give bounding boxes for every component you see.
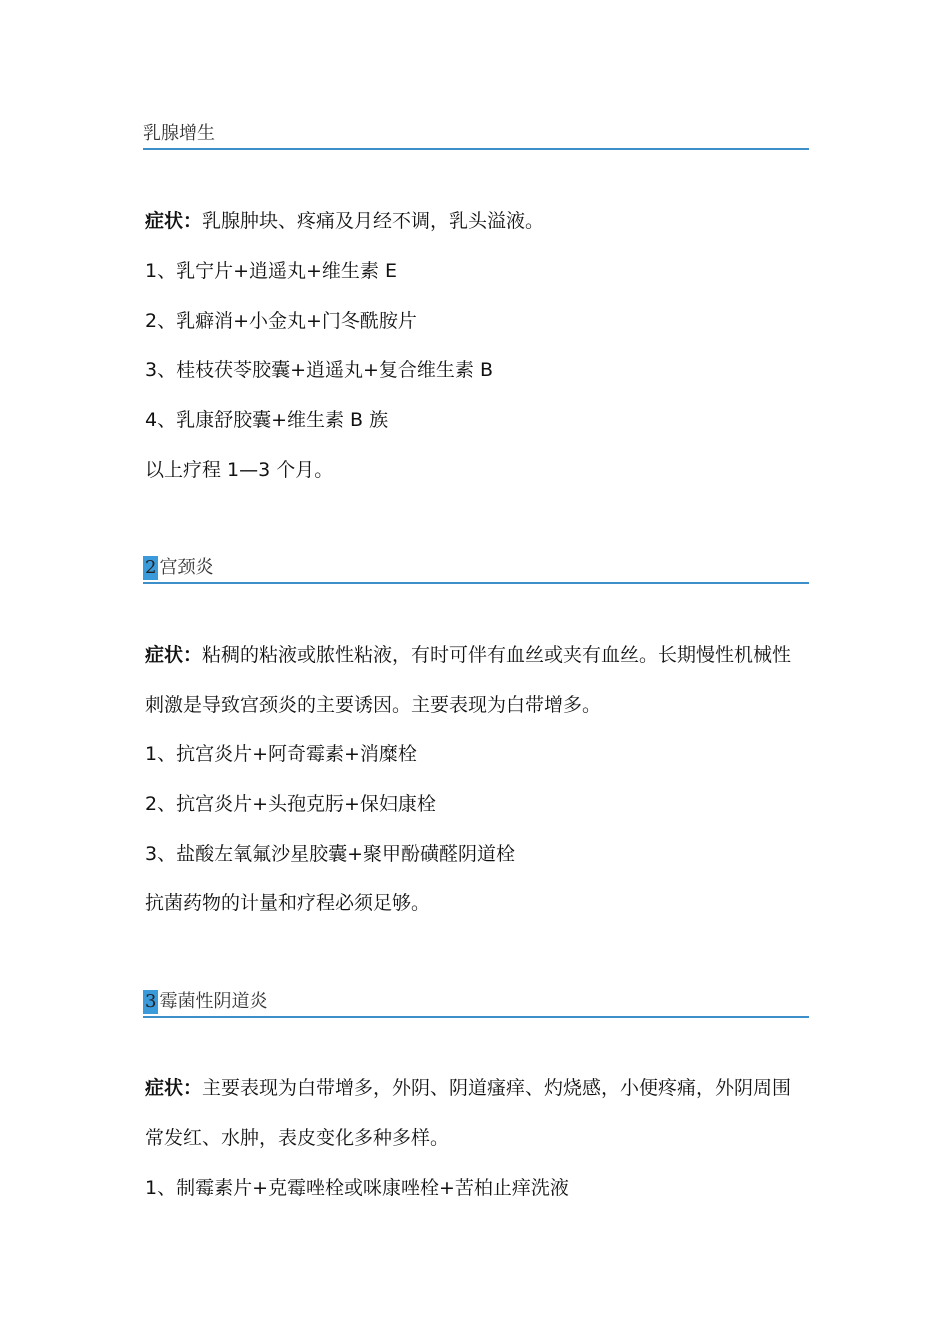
symptom-text: 主要表现为白带增多，外阴、阴道瘙痒、灼烧感，小便疼痛，外阴周围常发红、水肿，表皮变化多种多样。 [145, 1077, 792, 1149]
symptom-label: 症状： [145, 644, 203, 666]
symptom-paragraph [145, 1063, 809, 1163]
symptom-label: 症状： [145, 210, 203, 232]
section-heading-2 [143, 556, 809, 584]
symptom-paragraph [145, 196, 809, 246]
list-item: 3、桂枝茯苓胶囊+逍遥丸+复合维生素 B [145, 359, 494, 381]
section-number: 3 [145, 991, 157, 1012]
section-title: 宫颈炎 [159, 557, 214, 578]
section-note: 以上疗程 1—3 个月。 [145, 459, 334, 481]
symptom-paragraph [145, 630, 809, 730]
list-item: 2、抗宫炎片+头孢克肟+保妇康栓 [145, 793, 436, 815]
symptom-text: 乳腺肿块、疼痛及月经不调，乳头溢液。 [202, 210, 545, 232]
list-item: 2、乳癖消+小金丸+门冬酰胺片 [145, 310, 417, 332]
section-title: 霉菌性阴道炎 [159, 991, 268, 1012]
list-item: 4、乳康舒胶囊+维生素 B 族 [145, 409, 389, 431]
section-heading-3 [143, 990, 809, 1018]
section-heading-1 [143, 122, 809, 150]
symptom-text: 粘稠的粘液或脓性粘液，有时可伴有血丝或夹有血丝。长期慢性机械性刺激是导致宫颈炎的主要诱因。主要表现为白带增多。 [145, 644, 792, 716]
list-item: 1、乳宁片+逍遥丸+维生素 E [145, 260, 397, 282]
section-number: 2 [145, 557, 157, 578]
section-note: 抗菌药物的计量和疗程必须足够。 [145, 892, 431, 914]
list-item: 1、抗宫炎片+阿奇霉素+消糜栓 [145, 743, 417, 765]
list-item: 3、盐酸左氧氟沙星胶囊+聚甲酚磺醛阴道栓 [145, 843, 516, 865]
symptom-label: 症状： [145, 1077, 203, 1099]
section-title: 乳腺增生 [143, 123, 215, 144]
list-item: 1、制霉素片+克霉唑栓或咪康唑栓+苦柏止痒洗液 [145, 1177, 569, 1199]
